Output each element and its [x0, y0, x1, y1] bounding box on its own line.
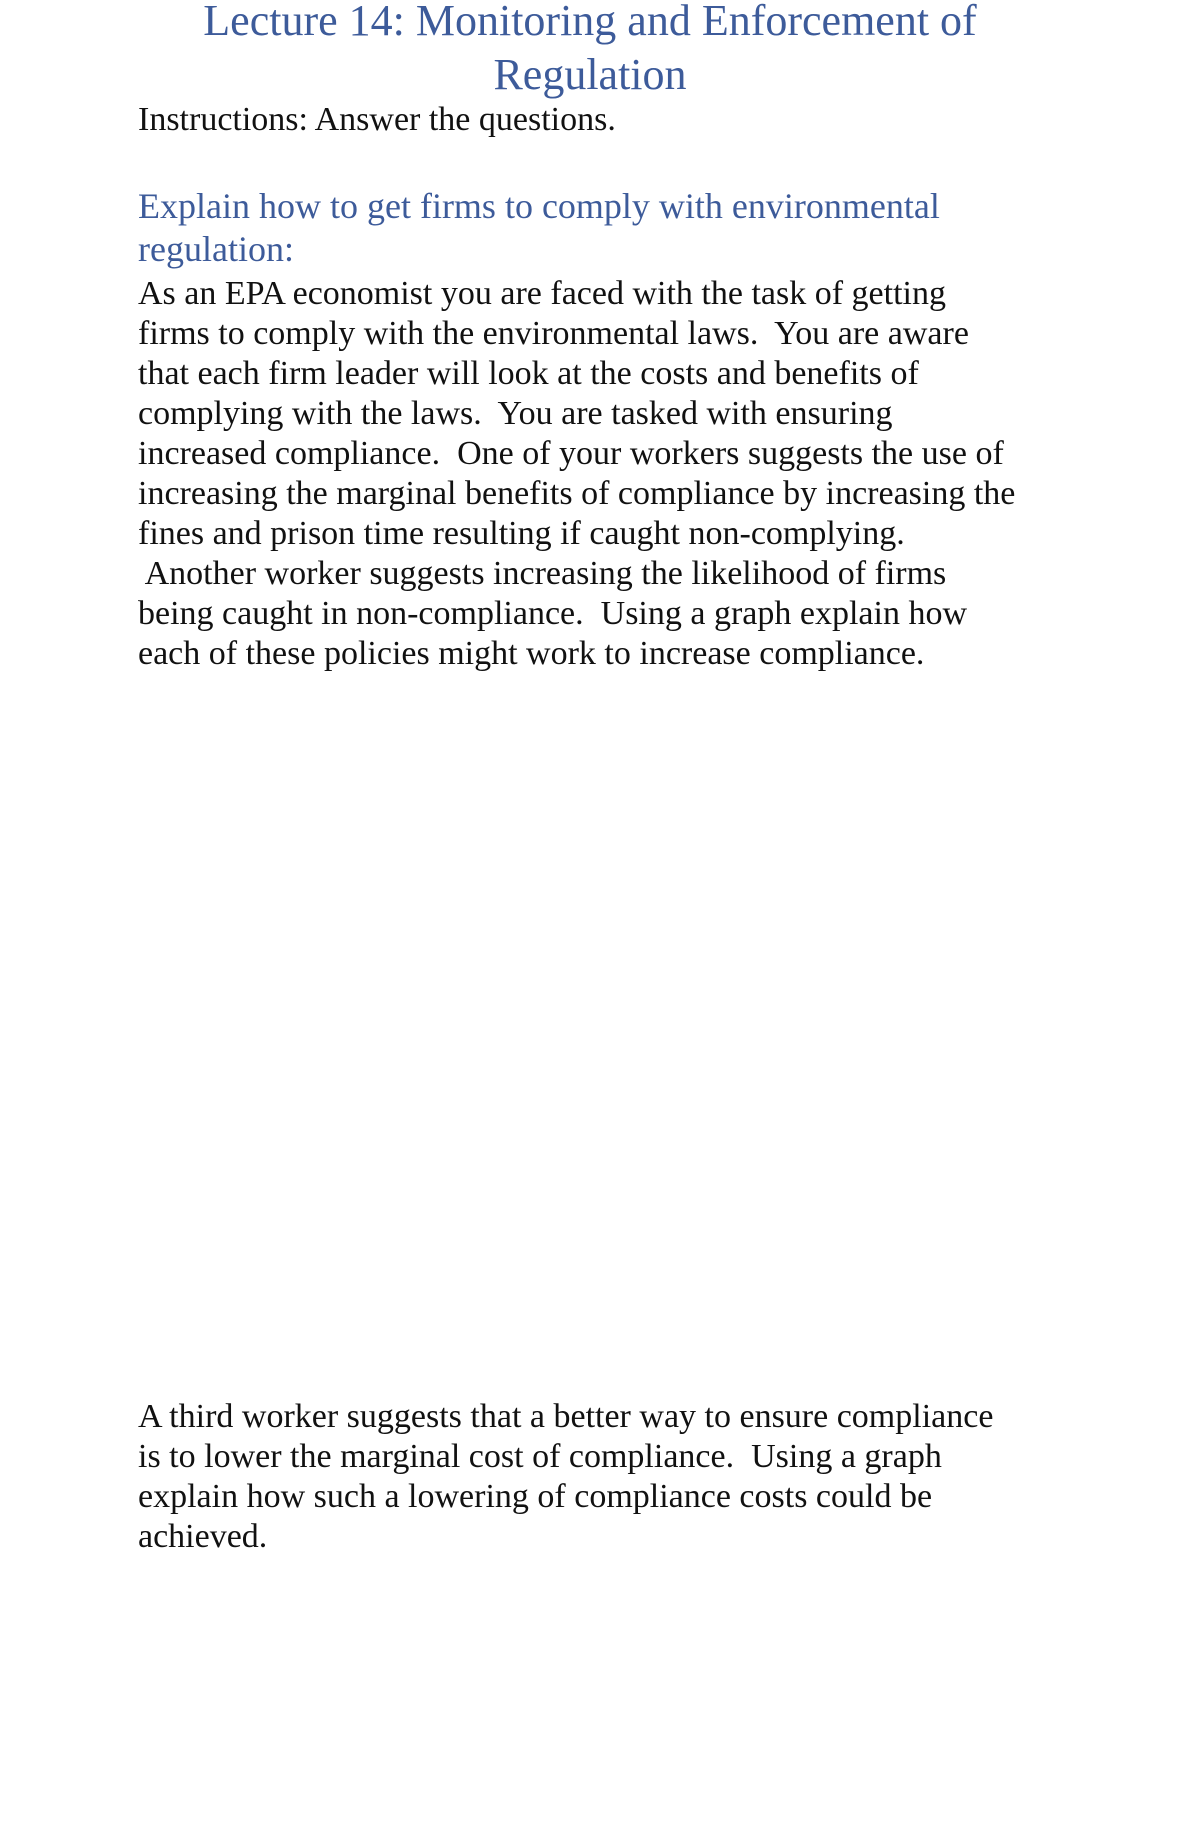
page-title-line-2: Regulation: [493, 50, 687, 99]
paragraph-line: Another worker suggests increasing the likelihood of firms: [138, 555, 947, 592]
paragraph-line: achieved.: [138, 1518, 268, 1555]
paragraph-line: that each firm leader will look at the costs and benefits of: [138, 355, 919, 392]
page-title-line-1: Lecture 14: Monitoring and Enforcement of: [203, 0, 977, 45]
paragraph-line: firms to comply with the environmental laws. You are aware: [138, 315, 969, 352]
answer-space-1: [138, 700, 1058, 1360]
paragraph-line: As an EPA economist you are faced with the task of getting: [138, 275, 946, 312]
answer-space-2: [138, 1570, 1058, 1800]
paragraph-line: increased compliance. One of your workers suggests the use of: [138, 435, 1004, 472]
section-heading-line-1: Explain how to get firms to comply with environmental: [138, 186, 940, 226]
paragraph-line: fines and prison time resulting if caught non-complying.: [138, 515, 905, 552]
paragraph-line: each of these policies might work to increase compliance.: [138, 635, 925, 672]
paragraph-line: explain how such a lowering of compliance costs could be: [138, 1478, 933, 1515]
paragraph-line: being caught in non-compliance. Using a graph explain how: [138, 595, 967, 632]
paragraph-line: A third worker suggests that a better way to ensure compliance: [138, 1398, 994, 1435]
paragraph-line: is to lower the marginal cost of compliance. Using a graph: [138, 1438, 942, 1475]
question-paragraph-2: [138, 1397, 1058, 1557]
paragraph-line: complying with the laws. You are tasked with ensuring: [138, 395, 893, 432]
section-heading-line-2: regulation:: [138, 229, 294, 269]
question-paragraph-1: [138, 274, 1058, 674]
instructions-text: Instructions: Answer the questions.: [138, 101, 616, 138]
paragraph-line: increasing the marginal benefits of compliance by increasing the: [138, 475, 1016, 512]
section-heading: [138, 185, 1058, 271]
